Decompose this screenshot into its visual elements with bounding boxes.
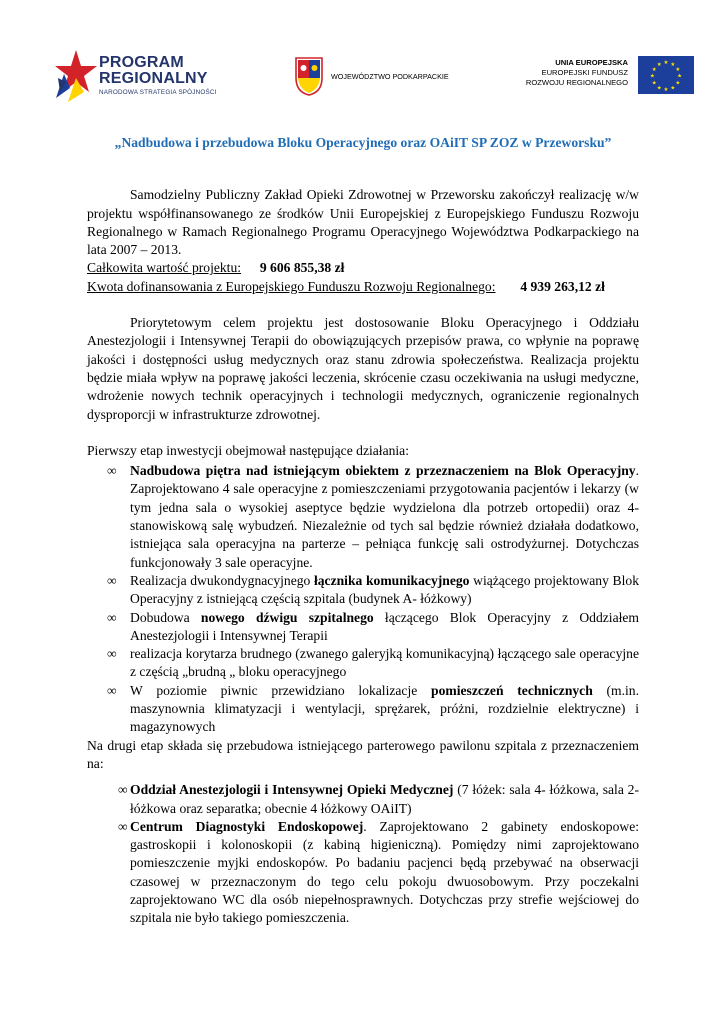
svg-text:★: ★: [656, 61, 662, 68]
program-logo-line2: REGIONALNY: [99, 70, 208, 87]
stage2-intro: Na drugi etap składa się przebudowa istniejącego parterowego pawilonu szpitala z przeznaczeniem na:: [87, 737, 639, 771]
program-logo-line3: NARODOWA STRATEGIA SPÓJNOŚCI: [99, 89, 217, 96]
document-body: [87, 128, 639, 928]
bullet-icon: ∞: [107, 572, 117, 588]
total-value-label: Całkowita wartość projektu:: [87, 260, 242, 276]
wojewodztwo-logo: [294, 56, 464, 102]
svg-text:★: ★: [651, 66, 657, 73]
stage2-list: [87, 781, 639, 927]
program-logo-line1: PROGRAM: [99, 54, 184, 71]
list-item: ∞ W poziomie piwnic przewidziano lokalizacje pomieszczeń technicznych (m.in. maszynownia klimatyzacji i wentylacji, sprężarek, próżni, rozdzielnie elektryczne) i magazynowych: [107, 682, 640, 735]
total-value-line: [87, 259, 639, 277]
priority-paragraph: Priorytetowym celem projektu jest dostosowanie Bloku Operacyjnego i Oddziału Anestezjologii i Intensywnej Terapii do obowiązujących przepisów prawa, co wpłynie na poprawę jakości i dostępności usług medycznych oraz stanu zdrowia społeczeństwa. Realizacja projektu będzie miała wpływ na poprawę jakości leczenia, skrócenie czasu oczekiwania na usługi medyczne, wdrożenie nowych technik operacyjnych i technologii medycznych, ograniczenie regionalnych dysproporcji w infrastrukturze zdrowotnej.: [87, 315, 639, 422]
eu-logo-text: [526, 58, 628, 88]
svg-text:★: ★: [670, 61, 676, 68]
svg-text:★: ★: [675, 66, 681, 73]
header-logos: [0, 44, 724, 110]
eu-logo-line3: ROZWOJU REGIONALNEGO: [525, 78, 628, 87]
cofinancing-line: [87, 278, 639, 296]
svg-text:★: ★: [675, 80, 681, 87]
star-logo-icon: [54, 48, 98, 104]
eu-logo: [522, 56, 694, 102]
list-item: ∞ realizacja korytarza brudnego (zwanego galeryjką komunikacyjną) łączącego sale operacyjne z częścią „brudną „ bloku operacyjnego: [107, 646, 639, 680]
eu-logo-line1: UNIA EUROPEJSKA: [555, 58, 628, 67]
intro-paragraph: Samodzielny Publiczny Zakład Opieki Zdrowotnej w Przeworsku zakończył realizację w/w projektu współfinansowanego ze środków Unii Europejskiej z Europejskiego Funduszu Rozwoju Regionalnego w Ramach Regionalnego Programu Operacyjnego Województwa Podkarpackiego na lata 2007 – 2013.: [87, 187, 639, 258]
coat-of-arms-icon: [294, 56, 324, 96]
list-item: ∞ Nadbudowa piętra nad istniejącym obiektem z przeznaczeniem na Blok Operacyjny. Zaprojektowano 4 sale operacyjne z pomieszczeniami przygotowania pacjentów i lekarzy (w tym jedna sala o wysokiej aseptyce będzie wydzielona dla potrzeb ortopedii) oraz 4-stanowiskową salę wybudzeń. Niezależnie od tych sal będzie również działała dodatkowo, istniejąca sala operacyjna na parterze – pełniąca funkcję sali ostrodyżurnej. Dotychczas funkcjonowały 3 sale operacyjne.: [107, 463, 639, 570]
eu-logo-line2: EUROPEJSKI FUNDUSZ: [541, 68, 628, 77]
total-value-amount: 9 606 855,38 zł: [259, 260, 345, 276]
stage1-intro: Pierwszy etap inwestycji obejmował następujące działania:: [87, 442, 409, 458]
svg-text:★: ★: [651, 80, 657, 87]
document-title: „Nadbudowa i przebudowa Bloku Operacyjnego oraz OAiIT SP ZOZ w Przeworsku”: [114, 135, 612, 150]
program-regionalny-logo: [54, 48, 224, 108]
eu-flag-icon: [638, 56, 694, 94]
bullet-icon: ∞: [107, 463, 117, 479]
bullet-icon: ∞: [118, 782, 128, 798]
stage1-list: [87, 462, 639, 736]
svg-text:★: ★: [649, 73, 655, 80]
wojewodztwo-label: WOJEWÓDZTWO PODKARPACKIE: [331, 72, 449, 81]
cofinancing-amount: 4 939 263,12 zł: [520, 278, 605, 294]
list-item: ∞ Centrum Diagnostyki Endoskopowej. Zaprojektowano 2 gabinety endoskopowe: gastroskopii i kolonoskopii (z kabiną higieniczną). Pomiędzy nimi zaprojektowano pomieszczenie myjki endoskopów. Po badaniu pacjenci będą przebywać na obserwacji czasowej w przeznaczonym do tego celu pokoju dwuosobowym. Przy poczekalni zaprojektowano WC dla osób niepełnosprawnych. Dotychczas przy strefie wejściowej do szpitala nie było takiego pomieszczenia.: [118, 818, 640, 926]
svg-text:★: ★: [663, 60, 669, 66]
bullet-icon: ∞: [107, 682, 117, 698]
svg-text:★: ★: [670, 85, 676, 92]
bullet-icon: ∞: [107, 609, 117, 625]
bullet-icon: ∞: [118, 818, 128, 834]
cofinancing-label: Kwota dofinansowania z Europejskiego Funduszu Rozwoju Regionalnego:: [87, 278, 496, 294]
svg-text:★: ★: [663, 87, 669, 94]
svg-text:★: ★: [656, 85, 662, 92]
list-item: ∞ Realizacja dwukondygnacyjnego łącznika komunikacyjnego wiążącego projektowany Blok Operacyjny z istniejącą częścią szpitala (budynek A- łóżkowy): [107, 572, 639, 607]
list-item: ∞ Oddział Anestezjologii i Intensywnej Opieki Medycznej (7 łóżek: sala 4- łóżkowa, sala 2- łóżkowa oraz separatka; obecnie 4 łóżkowy OAiIT): [118, 782, 639, 816]
svg-text:★: ★: [677, 73, 683, 80]
bullet-icon: ∞: [107, 646, 117, 662]
list-item: ∞ Dobudowa nowego dźwigu szpitalnego łączącego Blok Operacyjny z Oddziałem Anestezjologii i Intensywnej Terapii: [107, 609, 639, 643]
